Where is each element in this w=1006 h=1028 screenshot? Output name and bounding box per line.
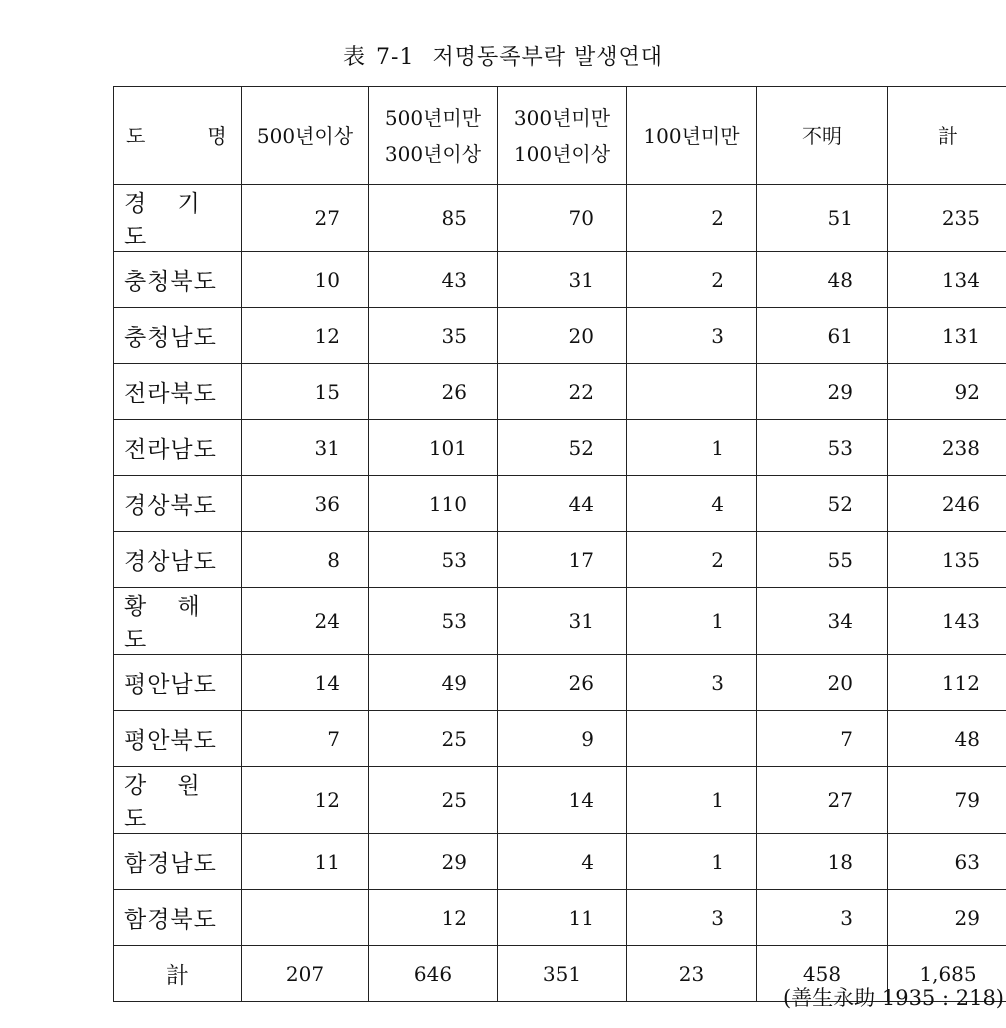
cell-col4: 1 bbox=[627, 420, 757, 476]
cell-col3: 26 bbox=[498, 655, 627, 711]
title-number: 7-1 bbox=[376, 45, 415, 70]
cell-col1: 36 bbox=[242, 476, 369, 532]
cell-col6: 112 bbox=[888, 655, 1006, 711]
title-prefix: 表 bbox=[343, 45, 367, 70]
table-row bbox=[114, 252, 1006, 308]
cell-col5: 27 bbox=[757, 767, 888, 834]
cell-col2: 49 bbox=[369, 655, 498, 711]
cell-col1: 27 bbox=[242, 185, 369, 252]
header-region: 도 명 bbox=[114, 87, 242, 185]
cell-col3: 9 bbox=[498, 711, 627, 767]
cell-col6: 246 bbox=[888, 476, 1006, 532]
cell-col2: 26 bbox=[369, 364, 498, 420]
cell-col6: 92 bbox=[888, 364, 1006, 420]
cell-col3: 4 bbox=[498, 834, 627, 890]
region-cell: 충청북도 bbox=[114, 252, 242, 308]
cell-col6: 143 bbox=[888, 588, 1006, 655]
cell-col3: 70 bbox=[498, 185, 627, 252]
cell-col2: 29 bbox=[369, 834, 498, 890]
cell-col3: 52 bbox=[498, 420, 627, 476]
cell-col2: 110 bbox=[369, 476, 498, 532]
header-row bbox=[114, 87, 1006, 185]
cell-col3: 20 bbox=[498, 308, 627, 364]
table-row bbox=[114, 588, 1006, 655]
cell-col4: 3 bbox=[627, 308, 757, 364]
table-row bbox=[114, 711, 1006, 767]
cell-col5: 3 bbox=[757, 890, 888, 946]
cell-col3: 44 bbox=[498, 476, 627, 532]
region-cell: 전라북도 bbox=[114, 364, 242, 420]
total-col3: 351 bbox=[498, 946, 627, 1002]
cell-col5: 48 bbox=[757, 252, 888, 308]
cell-col6: 134 bbox=[888, 252, 1006, 308]
cell-col4: 1 bbox=[627, 834, 757, 890]
cell-col5: 61 bbox=[757, 308, 888, 364]
region-cell: 충청남도 bbox=[114, 308, 242, 364]
cell-col1: 15 bbox=[242, 364, 369, 420]
region-cell: 전라남도 bbox=[114, 420, 242, 476]
region-cell: 함경남도 bbox=[114, 834, 242, 890]
table-row bbox=[114, 532, 1006, 588]
cell-col6: 238 bbox=[888, 420, 1006, 476]
region-cell: 경상북도 bbox=[114, 476, 242, 532]
cell-col1: 14 bbox=[242, 655, 369, 711]
cell-col1: 11 bbox=[242, 834, 369, 890]
cell-col6: 63 bbox=[888, 834, 1006, 890]
title-text: 저명동족부락 발생연대 bbox=[432, 45, 663, 70]
header-col5: 不明 bbox=[757, 87, 888, 185]
total-col5: 458 bbox=[757, 946, 888, 1002]
cell-col3: 11 bbox=[498, 890, 627, 946]
cell-col1 bbox=[242, 890, 369, 946]
header-col6: 計 bbox=[888, 87, 1006, 185]
table-row bbox=[114, 364, 1006, 420]
cell-col1: 7 bbox=[242, 711, 369, 767]
cell-col6: 29 bbox=[888, 890, 1006, 946]
cell-col2: 85 bbox=[369, 185, 498, 252]
region-cell: 경상남도 bbox=[114, 532, 242, 588]
cell-col1: 8 bbox=[242, 532, 369, 588]
cell-col3: 31 bbox=[498, 252, 627, 308]
cell-col5: 53 bbox=[757, 420, 888, 476]
cell-col4: 2 bbox=[627, 252, 757, 308]
cell-col2: 12 bbox=[369, 890, 498, 946]
cell-col2: 53 bbox=[369, 588, 498, 655]
header-col3: 300년미만 100년이상 bbox=[498, 87, 627, 185]
cell-col6: 131 bbox=[888, 308, 1006, 364]
cell-col3: 17 bbox=[498, 532, 627, 588]
header-col4: 100년미만 bbox=[627, 87, 757, 185]
cell-col6: 235 bbox=[888, 185, 1006, 252]
cell-col2: 53 bbox=[369, 532, 498, 588]
region-cell: 황 해 도 bbox=[114, 588, 242, 655]
total-col4: 23 bbox=[627, 946, 757, 1002]
region-cell: 경 기 도 bbox=[114, 185, 242, 252]
region-cell: 강 원 도 bbox=[114, 767, 242, 834]
data-table bbox=[113, 86, 1006, 1002]
cell-col2: 25 bbox=[369, 767, 498, 834]
cell-col5: 20 bbox=[757, 655, 888, 711]
cell-col4: 1 bbox=[627, 767, 757, 834]
cell-col4: 3 bbox=[627, 655, 757, 711]
cell-col5: 29 bbox=[757, 364, 888, 420]
table-row bbox=[114, 890, 1006, 946]
cell-col1: 10 bbox=[242, 252, 369, 308]
total-col1: 207 bbox=[242, 946, 369, 1002]
cell-col4: 2 bbox=[627, 185, 757, 252]
cell-col3: 22 bbox=[498, 364, 627, 420]
cell-col5: 18 bbox=[757, 834, 888, 890]
region-cell: 평안북도 bbox=[114, 711, 242, 767]
total-label: 計 bbox=[114, 946, 242, 1002]
total-col6: 1,685 bbox=[888, 946, 1006, 1002]
cell-col4 bbox=[627, 711, 757, 767]
table-row bbox=[114, 476, 1006, 532]
cell-col2: 25 bbox=[369, 711, 498, 767]
table-row bbox=[114, 420, 1006, 476]
region-cell: 함경북도 bbox=[114, 890, 242, 946]
table-row bbox=[114, 308, 1006, 364]
cell-col5: 7 bbox=[757, 711, 888, 767]
table-row bbox=[114, 655, 1006, 711]
cell-col3: 31 bbox=[498, 588, 627, 655]
cell-col4: 1 bbox=[627, 588, 757, 655]
header-col1: 500년이상 bbox=[242, 87, 369, 185]
source-citation: (善生永助 1935 : 218) bbox=[782, 986, 1004, 1010]
cell-col4 bbox=[627, 364, 757, 420]
cell-col5: 55 bbox=[757, 532, 888, 588]
total-col2: 646 bbox=[369, 946, 498, 1002]
cell-col4: 4 bbox=[627, 476, 757, 532]
region-cell: 평안남도 bbox=[114, 655, 242, 711]
cell-col4: 2 bbox=[627, 532, 757, 588]
cell-col3: 14 bbox=[498, 767, 627, 834]
cell-col1: 24 bbox=[242, 588, 369, 655]
cell-col1: 12 bbox=[242, 767, 369, 834]
table-row bbox=[114, 185, 1006, 252]
cell-col6: 135 bbox=[888, 532, 1006, 588]
cell-col2: 43 bbox=[369, 252, 498, 308]
table-row bbox=[114, 767, 1006, 834]
cell-col1: 31 bbox=[242, 420, 369, 476]
table-row bbox=[114, 834, 1006, 890]
cell-col5: 34 bbox=[757, 588, 888, 655]
cell-col2: 35 bbox=[369, 308, 498, 364]
cell-col5: 52 bbox=[757, 476, 888, 532]
cell-col1: 12 bbox=[242, 308, 369, 364]
cell-col6: 79 bbox=[888, 767, 1006, 834]
cell-col2: 101 bbox=[369, 420, 498, 476]
cell-col4: 3 bbox=[627, 890, 757, 946]
table-title bbox=[0, 40, 1006, 71]
cell-col5: 51 bbox=[757, 185, 888, 252]
header-col2: 500년미만 300년이상 bbox=[369, 87, 498, 185]
cell-col6: 48 bbox=[888, 711, 1006, 767]
